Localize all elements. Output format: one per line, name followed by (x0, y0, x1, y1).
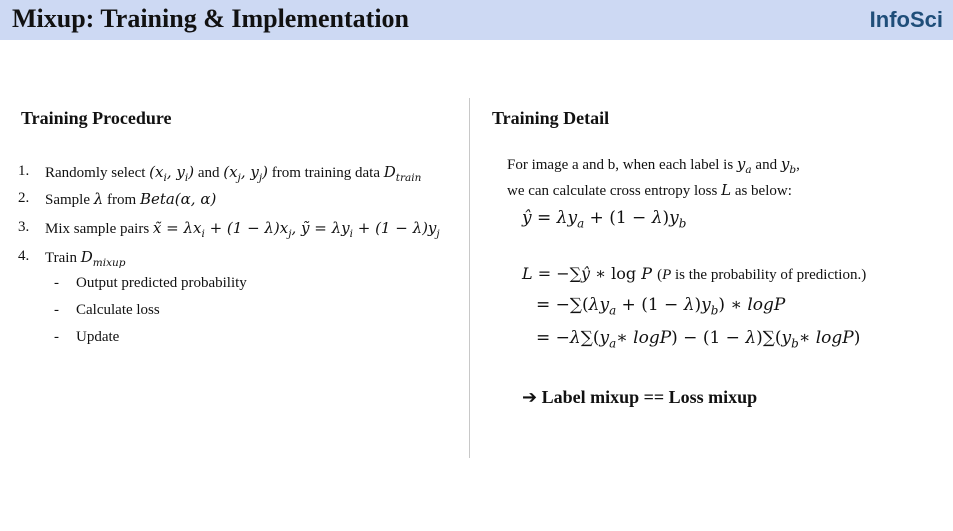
header-bar (0, 0, 953, 40)
step-3 (18, 219, 440, 240)
intro-line-2: we can calculate cross entropy loss L as below: (507, 181, 792, 199)
page-title: Mixup: Training & Implementation (12, 4, 410, 33)
step-3-number: 3. (18, 219, 30, 235)
step-1-text: Randomly select ($x_i$, $y_i$) and ($x_j$, $y_j$) from training data $D_{train}$ (45, 163, 422, 184)
brand-logo: InfoSci (869, 7, 943, 32)
step-4 (18, 248, 126, 269)
equation-loss-split: = $-\lambda\sum(y_a∗$ $\log P) - (1 - \lambda)\sum(y_b∗$ logP) (536, 328, 861, 351)
substep-2 (54, 302, 160, 319)
step-4-number: 4. (18, 248, 30, 264)
substep-2-text: Calculate loss (76, 302, 160, 318)
step-4-text: Train $D_{mixup}$ (45, 248, 126, 269)
step-1-number: 1. (18, 163, 30, 179)
column-divider (469, 98, 470, 458)
substep-2-dash: - (54, 302, 59, 318)
conclusion-text: Label mixup == Loss mixup (541, 387, 758, 407)
training-detail-heading: Training Detail (492, 108, 610, 128)
equation-yhat: ŷ = $\lambda y_a + (1 - \lambda)y_b$ (522, 208, 687, 231)
equation-loss: L = −∑ŷ ∗ log P (P is the probability of prediction.) (522, 264, 867, 283)
training-procedure-heading: Training Procedure (21, 108, 172, 128)
intro-text (507, 154, 800, 201)
step-2-text: Sample λ from Beta(α, α) (45, 190, 217, 208)
substep-3-text: Update (76, 329, 120, 345)
substep-1-text: Output predicted probability (76, 275, 247, 291)
step-1 (18, 163, 422, 184)
substep-3-dash: - (54, 329, 59, 345)
substep-1-dash: - (54, 275, 59, 291)
equation-loss-expanded: = $-\sum(\lambda y_a + (1 - \lambda)y_b)$ ∗ logP (536, 295, 786, 318)
intro-line-1: For image a and b, when each label is $y_a$ and $y_b$, (507, 155, 800, 176)
step-2 (18, 190, 217, 208)
arrow-right-icon: ➔ (522, 387, 538, 408)
substep-3 (54, 329, 120, 346)
conclusion (522, 387, 757, 408)
step-2-number: 2. (18, 190, 30, 206)
step-3-text: Mix sample pairs x̃ = $\lambda x_i + (1 - \lambda)x_j$, ỹ = $\lambda y_i + (1 - \lambda)y_j$ (45, 219, 440, 240)
substep-1 (54, 275, 247, 292)
